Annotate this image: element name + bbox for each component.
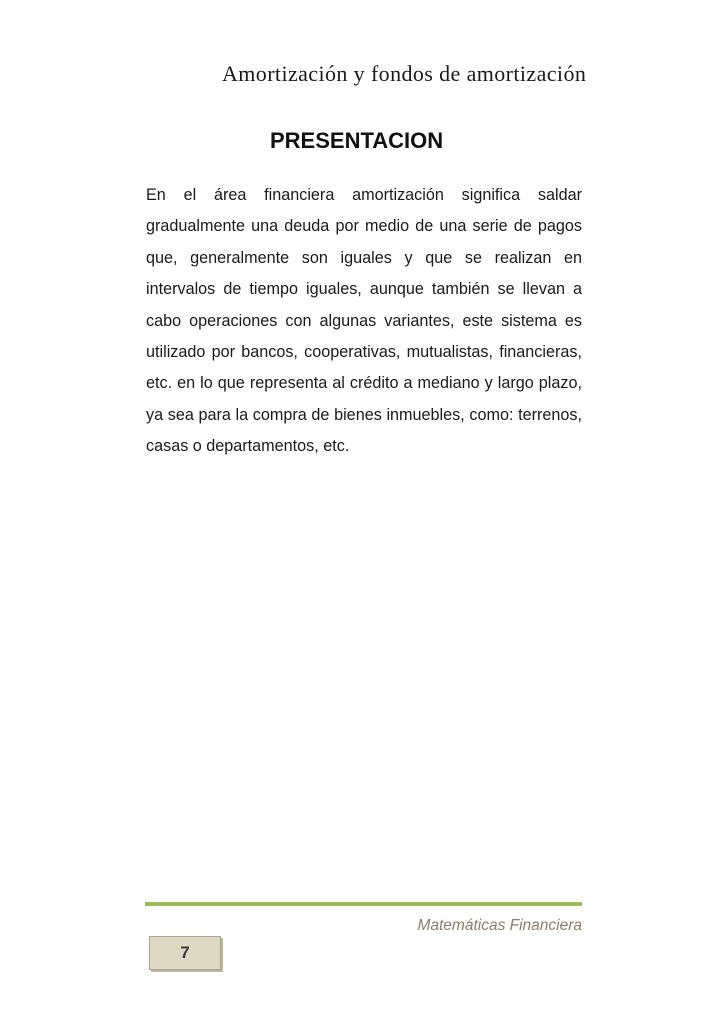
footer-book-title: Matemáticas Financiera bbox=[417, 917, 582, 934]
footer-divider bbox=[145, 902, 582, 906]
body-paragraph: En el área financiera amortización significa saldar gradualmente una deuda por medio de una serie de pagos que, generalmente son iguales y que se realizan en intervalos de tiempo iguales, aunque también se llevan a cabo operaciones con algunas variantes, este sistema es utilizado por bancos, cooperativas, mutualistas, financieras, etc. en lo que representa al crédito a mediano y largo plazo, ya sea para la compra de bienes inmuebles, como: terrenos, casas o departamentos, etc. bbox=[146, 186, 582, 456]
page-number-badge bbox=[149, 936, 221, 970]
page-title: PRESENTACION bbox=[270, 128, 444, 153]
running-header-title: Amortización y fondos de amortización bbox=[222, 61, 587, 86]
page-number: 7 bbox=[180, 943, 190, 962]
